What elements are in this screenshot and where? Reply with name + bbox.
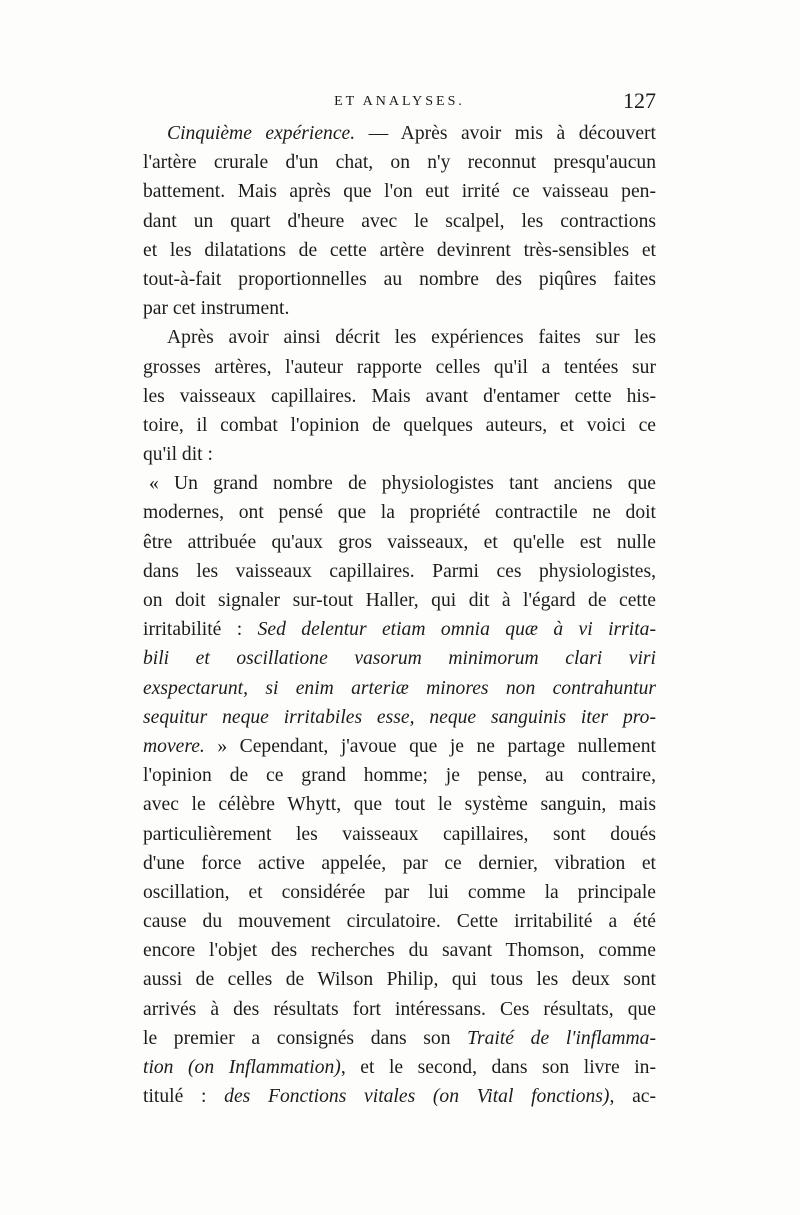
text-line [143,936,656,965]
running-head: ET ANALYSES. [334,94,465,109]
text-segment: dans les vaisseaux capillaires. Parmi ces physiologistes, [143,560,656,582]
text-line [143,207,656,236]
text-segment: qu'il dit : [143,444,213,466]
text-segment: modernes, ont pensé que la propriété contractile ne doit [143,502,656,524]
italic-text: exspectarunt, si enim arteriæ minores non contrahuntur [143,677,656,699]
text-segment: — Après avoir mis à découvert [355,123,656,144]
text-segment: aussi de celles de Wilson Philip, qui tous les deux sont [143,969,656,991]
text-line [143,469,656,498]
text-segment: irritabilité : [143,619,258,641]
text-segment: l'opinion de ce grand homme; je pense, au contraire, [143,765,656,787]
italic-text: sequitur neque irritabiles esse, neque sanguinis iter pro- [143,706,656,728]
text-line [143,674,656,703]
text-line [143,1053,656,1082]
text-segment: » Cependant, j'avoue que je ne partage nullement [204,735,656,757]
text-line [143,703,656,732]
text-segment: cause du mouvement circulatoire. Cette irritabilité a été [143,911,656,933]
text-line [143,790,656,819]
text-segment: arrivés à des résultats fort intéressans. Ces résultats, que [143,998,656,1020]
text-line [143,849,656,878]
italic-text: movere. [143,735,205,757]
text-segment: titulé : [143,1086,225,1108]
text-line [143,119,656,148]
text-line [143,995,656,1024]
text-line [143,1024,656,1053]
text-line [143,732,656,761]
text-line [143,323,656,352]
text-segment: avec le célèbre Whytt, que tout le système sanguin, mais [143,794,656,816]
text-line [143,353,656,382]
text-segment: oscillation, et considérée par lui comme la principale [143,881,656,903]
text-line [143,907,656,936]
text-segment: tout-à-fait proportionnelles au nombre des piqûres faites [143,268,656,290]
text-segment: particulièrement les vaisseaux capillaires, sont doués [143,823,656,845]
page-number: 127 [623,88,656,113]
text-segment: Après avoir ainsi décrit les expériences faites sur les [167,327,656,349]
text-segment: on doit signaler sur-tout Haller, qui dit à l'égard de cette [143,590,656,611]
text-line [143,382,656,411]
text-segment: l'artère crurale d'un chat, on n'y reconnut presqu'aucun [143,152,656,174]
text-line [143,236,656,265]
italic-text: Sed delentur etiam omnia quæ à vi irrita- [257,619,656,641]
text-segment: être attribuée qu'aux gros vaisseaux, et qu'elle est nulle [143,531,656,553]
italic-text: Cinquième expérience. [167,123,356,144]
text-segment: dant un quart d'heure avec le scalpel, les contractions [143,210,656,232]
text-segment: , ac- [609,1086,656,1108]
italic-text: bili et oscillatione vasorum minimorum clari viri [143,648,656,670]
text-segment: le premier a consignés dans son [143,1027,468,1049]
text-line [143,820,656,849]
text-segment: d'une force active appelée, par ce dernier, vibration et [143,852,656,874]
text-segment: , et le second, dans son livre in- [340,1057,656,1078]
text-line [143,411,656,440]
text-line [143,498,656,527]
text-line [143,761,656,790]
text-segment: battement. Mais après que l'on eut irrité ce vaisseau pen- [143,181,656,203]
text-line [143,294,656,323]
text-line [143,878,656,907]
text-line [143,1082,656,1111]
text-line [143,265,656,294]
text-segment: les vaisseaux capillaires. Mais avant d'entamer cette his- [143,385,656,407]
text-segment: grosses artères, l'auteur rapporte celles qu'il a tentées sur [143,356,656,378]
page-header [143,88,656,118]
italic-text: tion (on Inflammation) [143,1057,341,1078]
text-line [143,440,656,469]
text-segment: et les dilatations de cette artère devinrent très-sensibles et [143,239,656,261]
text-segment: toire, il combat l'opinion de quelques auteurs, et voici ce [143,414,656,436]
text-segment: encore l'objet des recherches du savant Thomson, comme [143,940,656,962]
italic-text: des Fonctions vitales (on Vital fonctions) [224,1086,610,1108]
text-line [143,644,656,673]
text-segment: par cet instrument. [143,298,290,320]
body-text [143,119,656,1111]
text-line [143,615,656,644]
text-line [143,177,656,206]
italic-text: Traité de l'inflamma- [467,1027,656,1049]
text-line [143,586,656,615]
text-segment: « Un grand nombre de physiologistes tant anciens que [149,473,656,495]
text-line [143,557,656,586]
text-line [143,148,656,177]
text-line [143,965,656,994]
text-line [143,528,656,557]
